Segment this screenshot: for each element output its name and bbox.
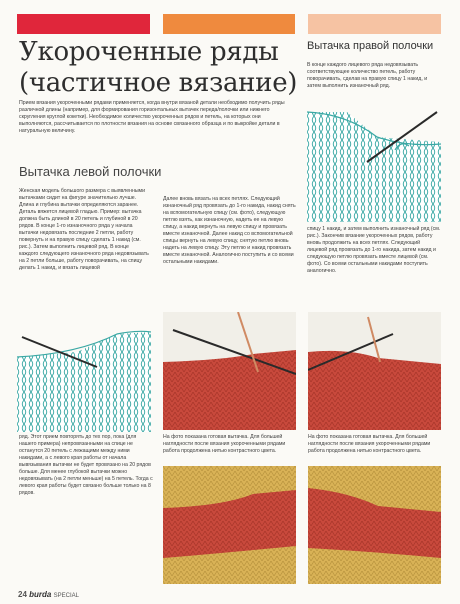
intro-paragraph — [19, 100, 295, 135]
left-col2-body: Далее вновь вязать на всех петлях. Следующий изнаночный ряд провязать до 1-го накида, накид снять на вспомогательную спицу (см. фото), следующую петлю взять, как изнаночную, надеть ее на левую спицу, а накид вернуть на левую спицу и провязать вместе изнаночной. Далее накид со вспомогательной спицы вернуть на левую спицу, снятую петлю вновь надеть на левую спицу. Эту петлю и накид провязать вместе изнаночной. Аналогично поступить и со всеми остальными накидами. — [163, 196, 296, 265]
photo-finished-dart-left-svg — [163, 466, 296, 584]
knit-diagram-right — [307, 92, 441, 222]
left-col2-text — [163, 196, 296, 266]
left-col1-text — [19, 188, 149, 272]
knit-diagram-left — [17, 312, 151, 432]
page-title-line1: Укороченные ряды — [19, 37, 279, 67]
caption-done-right-text: На фото показана готовая вытачка. Для большей наглядности после вязания укороченными рядами работа продолжена нитью контрастного цвета. — [308, 434, 431, 454]
left-bottom-body: ряд. Этот прием повторять до тех пор, пока (для нашего примера) непровязанными на спице не останутся 20 петель с лежащими между ними накидами, а с левого края работы от начала вывязывания вытачки не будет провязано на 20 рядов больше. Для менее глубокой вытачки можно недовязывать (на 2 петли меньше) на 5 петель. Тогда с левого края работы будет связано больше только на 8 рядов. — [19, 434, 153, 496]
page-number: 24 — [18, 590, 27, 599]
right-section-title: Вытачка правой полочки — [307, 40, 434, 52]
right-text-top-body: В конце каждого лицевого ряда недовязывать соответствующее количество петель, работу поворачивать, сделав на правую спицу 1 накид, и затем выполнить изнаночный ряд. — [307, 62, 428, 89]
knit-diagram-right-svg — [307, 92, 441, 222]
caption-done-right — [308, 434, 441, 455]
page-title — [19, 37, 299, 99]
photo-needle-work-right — [308, 312, 441, 430]
right-text-top — [307, 62, 441, 90]
intro-text: Прием вязания укороченными рядами применяется, когда внутри вязаной детали необходимо получить ряды различной длины (например, для формирования горизонтальных вытачек переда/полочки или нижнего скругления круглой кокетки). Необходимое количество укороченных рядов и петель, на которых они выполняются, рассчитывается по плотности вязания на основе связанного образца и по выкройке детали в натуральную величину. — [19, 100, 285, 134]
right-text-mid-body: спицу 1 накид, и затем выполнить изнаночный ряд (см. рис.). Закончив вязание укороченных рядов, работу вновь продолжить на всех петлях. Следующий лицевой ряд провязать до 1-го накида, затем накид и следующую петлю провязать вместе лицевой (см. фото). Со всеми остальными накидами поступить аналогично. — [307, 226, 441, 274]
caption-done-left-text: На фото показана готовая вытачка. Для большей наглядности после вязания укороченными рядами работа продолжена нитью контрастного цвета. — [163, 434, 286, 454]
color-bar-peach — [308, 14, 441, 34]
photo-needle-work-right-svg — [308, 312, 441, 430]
photo-finished-dart-right-svg — [308, 466, 441, 584]
color-bar-red — [17, 14, 150, 34]
brand-logo: burda — [29, 590, 52, 599]
photo-needle-work-left-svg — [163, 312, 296, 430]
photo-finished-dart-right — [308, 466, 441, 584]
page-footer — [18, 590, 79, 599]
left-bottom-text — [19, 434, 153, 497]
knit-diagram-left-svg — [17, 312, 151, 432]
brand-sub: SPECIAL — [53, 593, 79, 599]
color-bar-orange — [163, 14, 295, 34]
right-text-mid — [307, 226, 441, 275]
photo-needle-work-left — [163, 312, 296, 430]
photo-finished-dart-left — [163, 466, 296, 584]
left-col1-body: Женская модель большого размера с выявленными вытачками сидит на фигуре значительно лучше. Длина и глубина вытачки определяются заранее. Деталь вяжется лицевой гладью. Пример: вытачка должна быть длиной в 20 петель и глубиной в 20 рядов. В конце 1-го изнаночного ряда у начала вытачки недовязать последние 2 петли, работу повернуть и на правую спицу сделать 1 накид (см. рис.). Затем выполнить лицевой ряд. В конце каждого следующего изнаночного ряда недовязывать на 2 петли больше, работу поворачивать, на спицу делать 1 накид, и вязать лицевой — [19, 188, 149, 271]
caption-done-left — [163, 434, 296, 455]
page-title-line2: (частичное вязание) — [19, 68, 298, 98]
left-section-title: Вытачка левой полочки — [19, 164, 162, 179]
